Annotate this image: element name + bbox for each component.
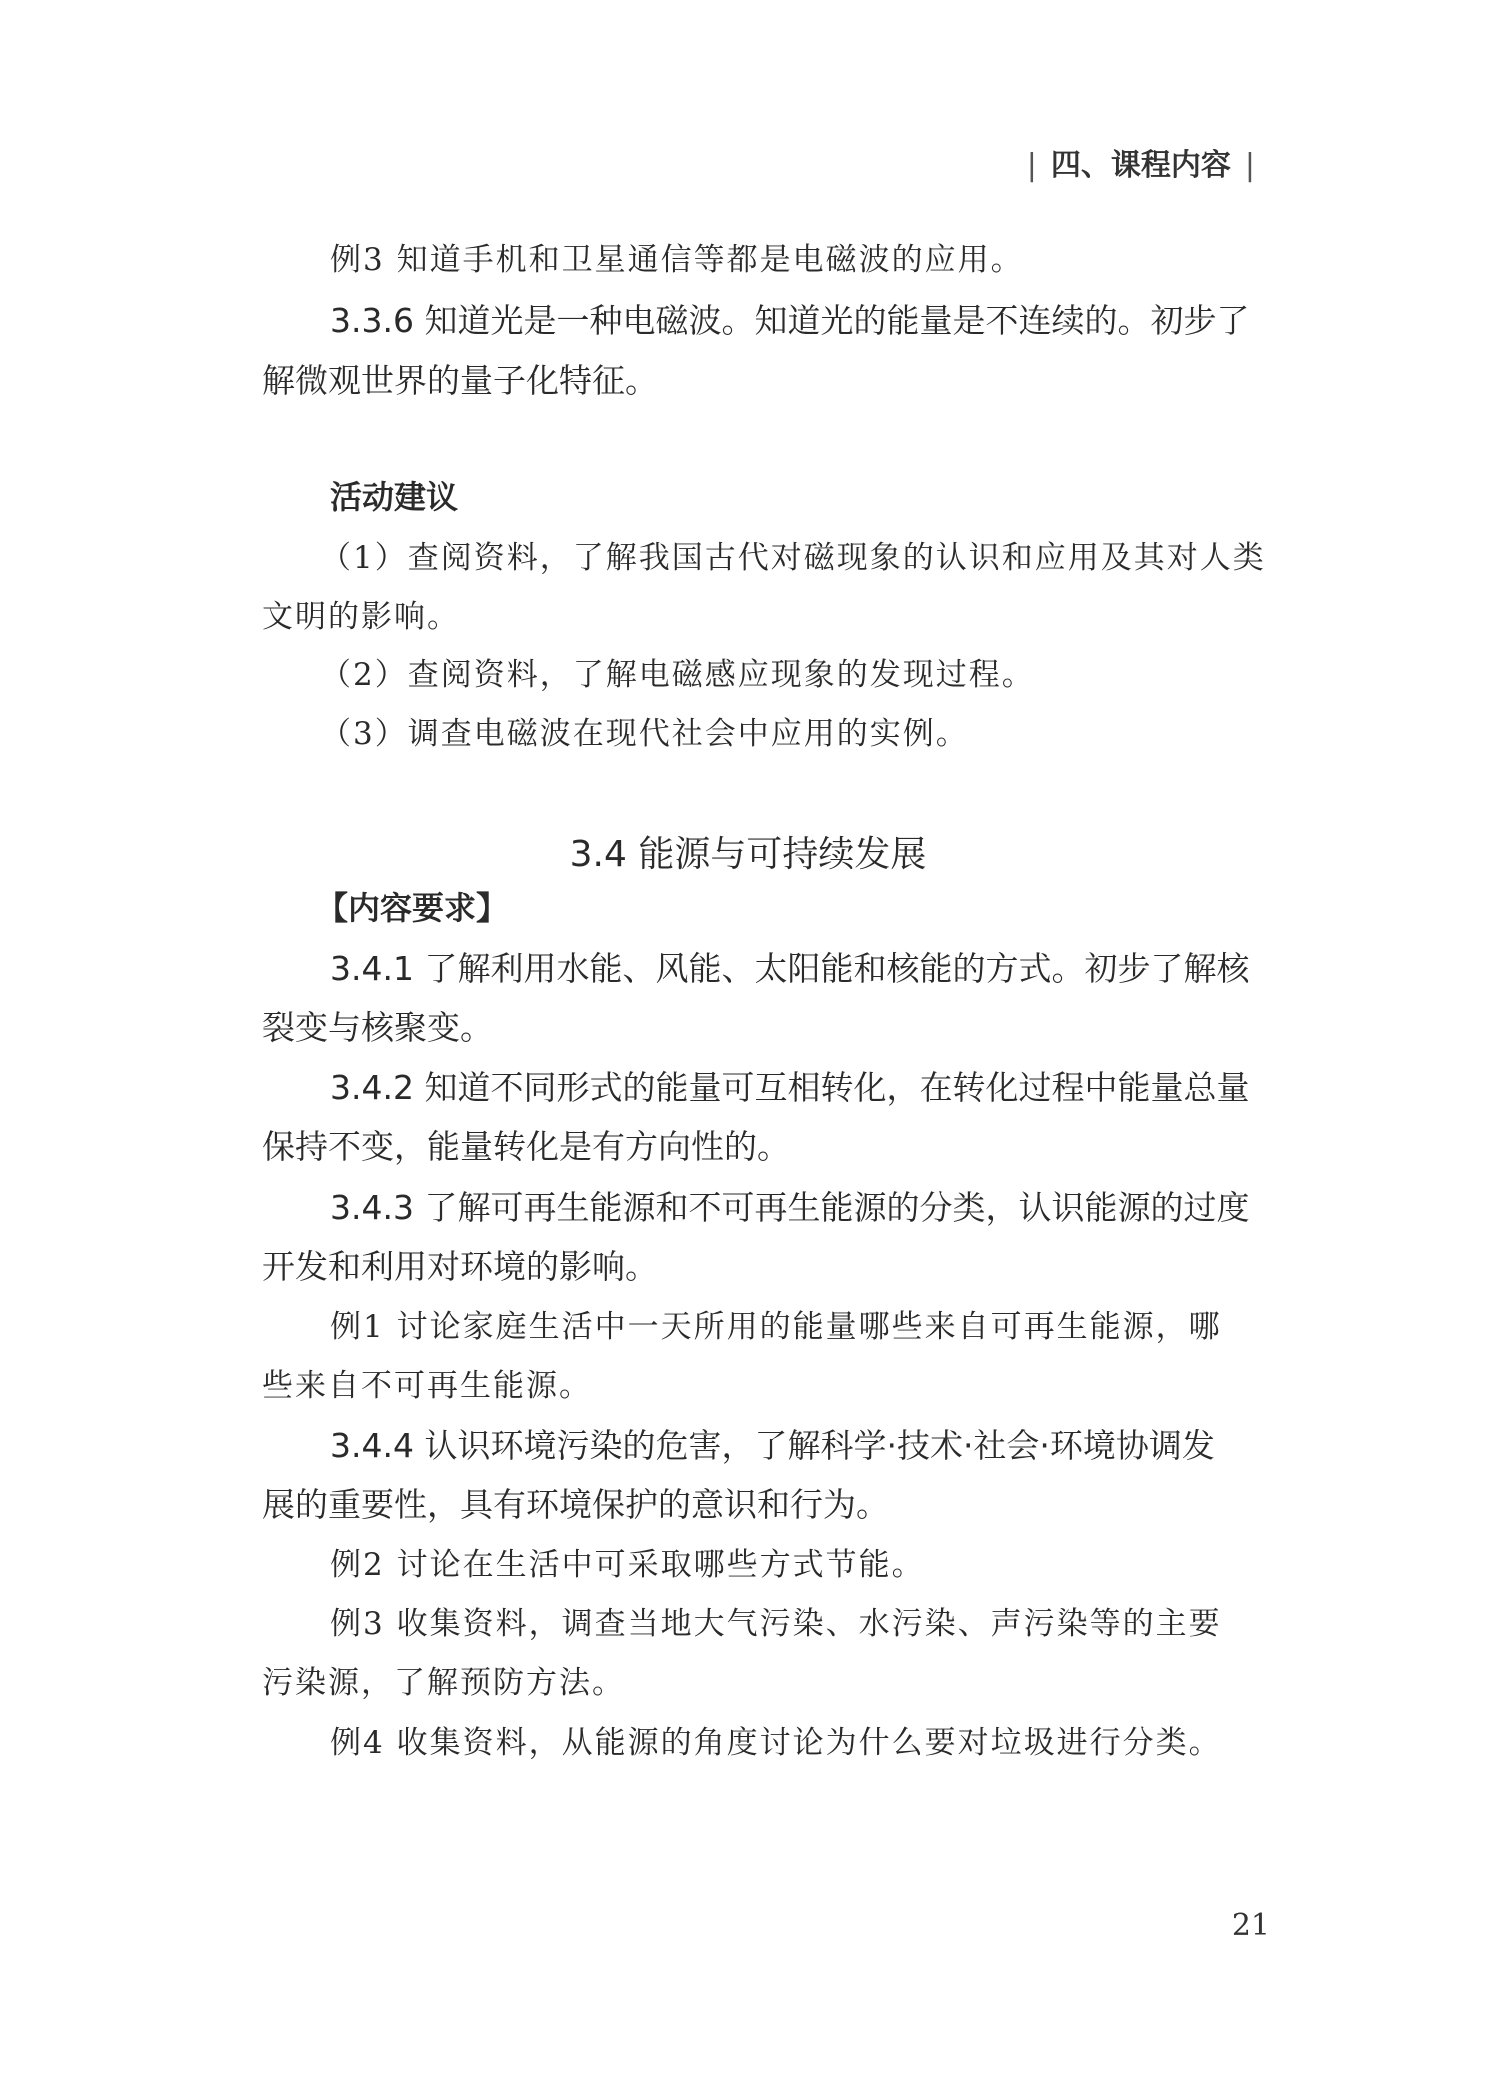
page-number: 21 <box>1231 1908 1270 1943</box>
requirement-line: 3.4.2 知道不同形式的能量可互相转化，在转化过程中能量总量 <box>330 1068 1250 1107</box>
example-line: 污染源，了解预防方法。 <box>262 1665 625 1701</box>
example-line: 例2 讨论在生活中可采取哪些方式节能。 <box>330 1547 925 1583</box>
activity-heading: 活动建议 <box>330 478 459 516</box>
running-header <box>1013 140 1269 184</box>
requirement-line: 展的重要性，具有环境保护的意识和行为。 <box>262 1485 889 1524</box>
requirement-line: 解微观世界的量子化特征。 <box>262 361 658 400</box>
requirement-line: 裂变与核聚变。 <box>262 1008 493 1047</box>
activity-line: 文明的影响。 <box>262 599 460 635</box>
requirement-line: 3.4.1 了解利用水能、风能、太阳能和核能的方式。初步了解核 <box>330 949 1250 988</box>
header-section-title: 四、课程内容 <box>1050 148 1231 183</box>
requirement-line: 保持不变，能量转化是有方向性的。 <box>262 1127 790 1166</box>
activity-line: （2）查阅资料，了解电磁感应现象的发现过程。 <box>320 657 1035 693</box>
activity-line: （1）查阅资料，了解我国古代对磁现象的认识和应用及其对人类 <box>320 540 1266 576</box>
example-line: 例1 讨论家庭生活中一天所用的能量哪些来自可再生能源，哪 <box>330 1309 1222 1345</box>
content-requirements-heading: 【内容要求】 <box>316 889 509 927</box>
example-line: 些来自不可再生能源。 <box>262 1368 592 1404</box>
activity-line: （3）调查电磁波在现代社会中应用的实例。 <box>320 716 969 752</box>
requirement-line: 3.4.4 认识环境污染的危害，了解科学·技术·社会·环境协调发 <box>330 1426 1215 1465</box>
example-line: 例3 收集资料，调查当地大气污染、水污染、声污染等的主要 <box>330 1606 1222 1642</box>
requirement-line: 3.3.6 知道光是一种电磁波。知道光的能量是不连续的。初步了 <box>330 301 1250 340</box>
header-divider: | <box>1244 148 1255 183</box>
section-title: 3.4 能源与可持续发展 <box>569 834 927 875</box>
requirement-line: 3.4.3 了解可再生能源和不可再生能源的分类，认识能源的过度 <box>330 1188 1250 1227</box>
example-line: 例3 知道手机和卫星通信等都是电磁波的应用。 <box>330 242 1024 278</box>
header-divider: | <box>1026 148 1037 183</box>
requirement-line: 开发和利用对环境的影响。 <box>262 1247 658 1286</box>
example-line: 例4 收集资料，从能源的角度讨论为什么要对垃圾进行分类。 <box>330 1725 1222 1761</box>
